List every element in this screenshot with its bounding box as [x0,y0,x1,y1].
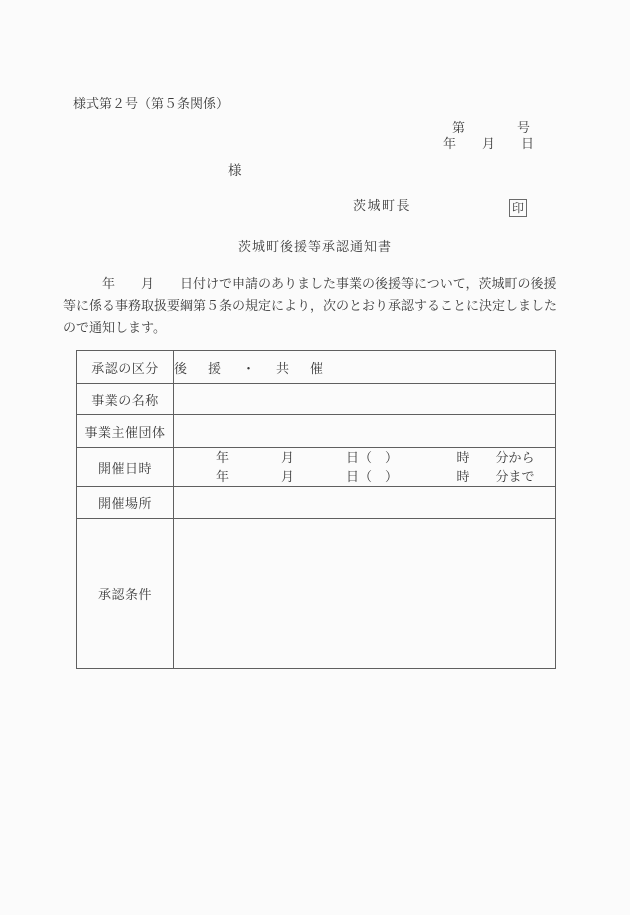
table-row-approval-category [77,351,556,384]
seal-stamp-box [509,199,527,217]
body-paragraph-line: 年 月 日付けで申請のありました事業の後援等について，茨城町の後援 [63,276,557,291]
body-paragraph [63,273,557,339]
approval-category-value: 後 援 ・ 共 催 [174,360,328,376]
table-row-organizer [77,415,556,448]
issue-date-line: 年 月 日 [443,136,535,151]
addressee-suffix: 様 [228,163,242,178]
approval-conditions-value [174,519,556,669]
row-label: 承認の区分 [77,351,174,384]
project-name-value [174,384,556,415]
row-label: 事業の名称 [77,384,174,415]
row-label: 開催日時 [77,448,174,487]
event-datetime-to: 年 月 日（ ） 時 分まで [216,469,535,484]
table-row-project-name [77,384,556,415]
table-row-event-datetime [77,448,556,487]
sender-title: 茨城町長 [353,198,412,213]
event-datetime-from: 年 月 日（ ） 時 分から [216,450,535,465]
approval-table [76,350,556,669]
row-label: 事業主催団体 [77,415,174,448]
table-row-approval-conditions [77,519,556,669]
row-label: 開催場所 [77,487,174,519]
table-row-event-place [77,487,556,519]
seal-stamp-label: 印 [511,201,524,215]
event-place-value [174,487,556,519]
organizer-value [174,415,556,448]
form-number: 様式第２号（第５条関係） [73,96,230,111]
body-paragraph-line: 等に係る事務取扱要綱第５条の規定により，次のとおり承認することに決定しました [63,298,558,313]
document-number-line: 第 号 [452,120,531,135]
body-paragraph-line: ので通知します。 [63,320,166,335]
document-title: 茨城町後援等承認通知書 [237,239,392,254]
row-label: 承認条件 [77,519,174,669]
